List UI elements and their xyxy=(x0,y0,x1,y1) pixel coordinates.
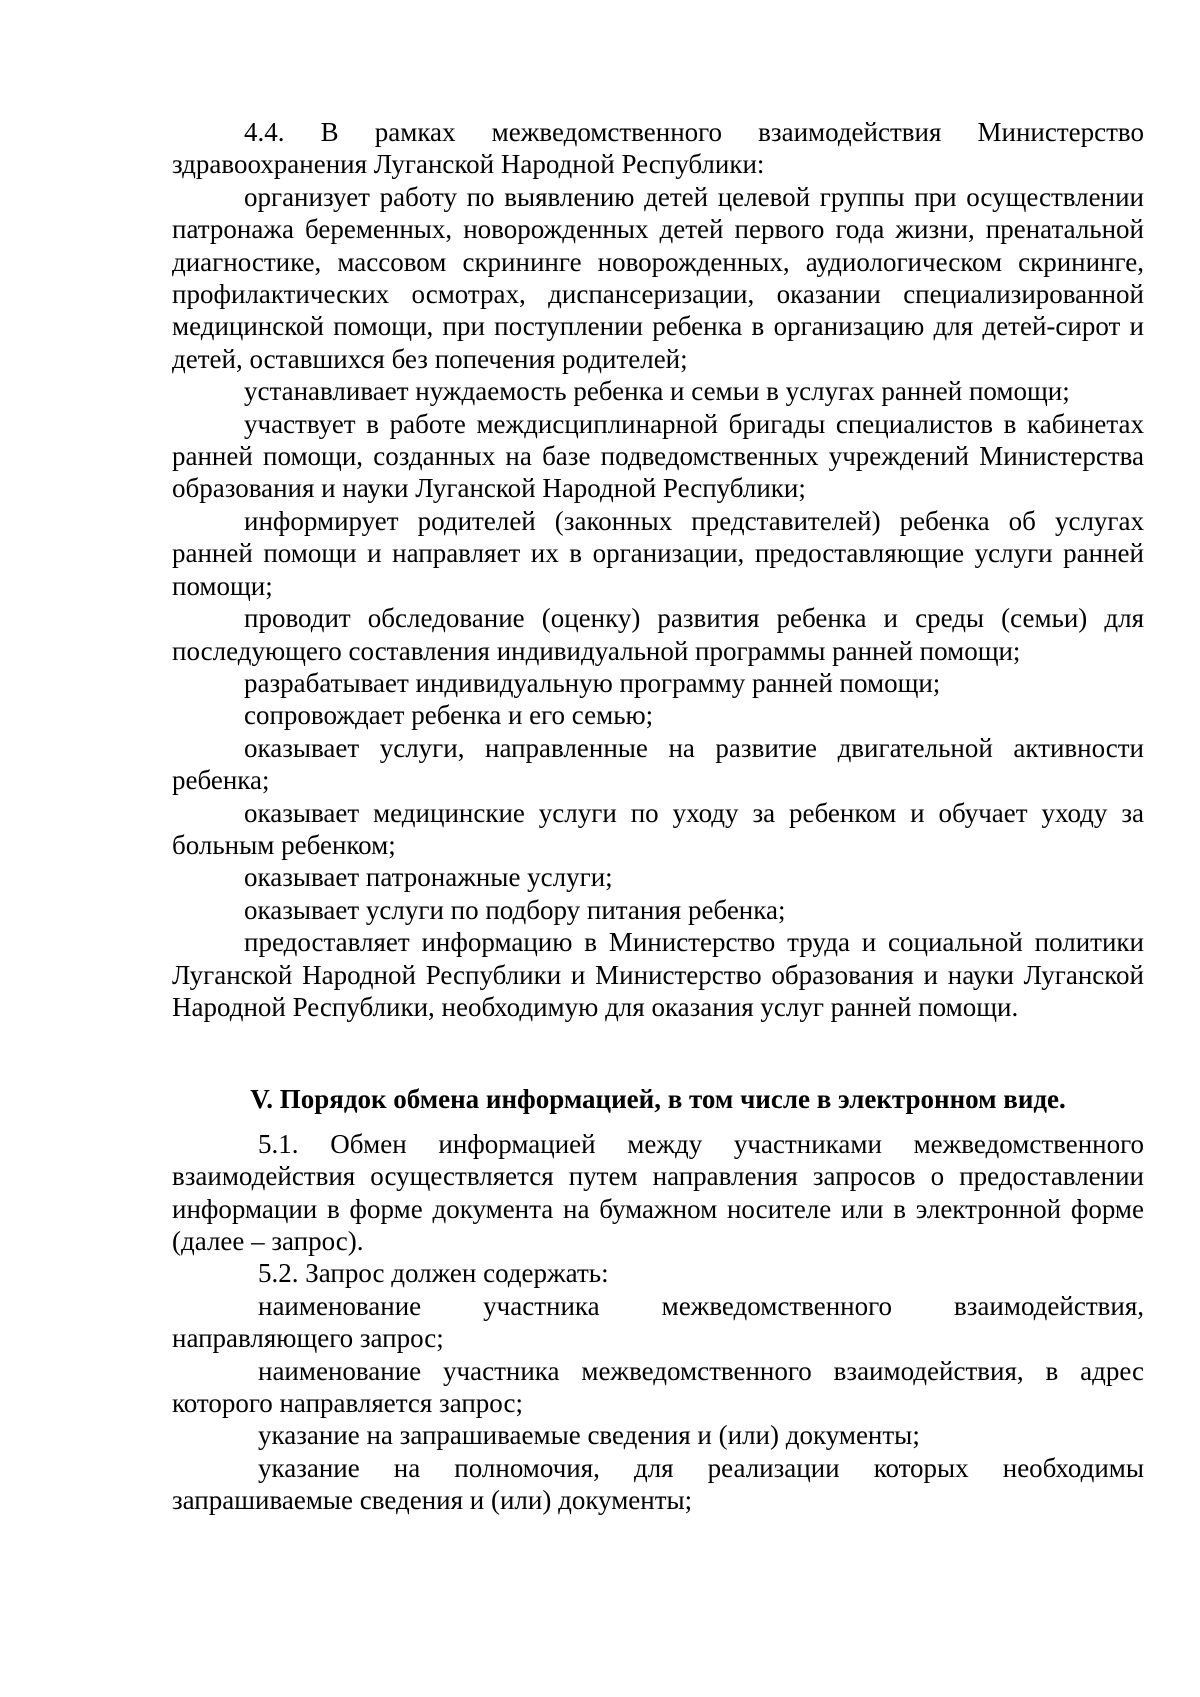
paragraph-informs-parents: информирует родителей (законных представителей) ребенка об услугах ранней помощи и направляет их в организации, предоставляющие услуги ранней помощи; xyxy=(172,505,1144,601)
paragraph-accompanies-family: сопровождает ребенка и его семью; xyxy=(244,700,654,731)
paragraph-conducts-assessment: проводит обследование (оценку) развития ребенка и среды (семьи) для последующего составления индивидуальной программы ранней помощи; xyxy=(172,603,1144,666)
paragraph-requester-name: наименование участника межведомственного взаимодействия, направляющего запрос; xyxy=(172,1290,1144,1354)
paragraph-organizes-work: организует работу по выявлению детей целевой группы при осуществлении патронажа беременных, новорожденных детей первого года жизни, пренатальной диагностике, массовом скрининге новорожденных, аудиологическом скрининге, профилактических осмотрах, диспансеризации, оказании специализированной медицинской помощи, при поступлении ребенка в организацию для детей-сирот и детей, оставшихся без попечения родителей; xyxy=(172,181,1144,374)
paragraph-nutrition: оказывает услуги по подбору питания ребенка; xyxy=(244,894,786,925)
paragraph-provides-information: предоставляет информацию в Министерство труда и социальной политики Луганской Народной Республики и Министерство образования и науки Луганской Народной Республики, необходимую для оказания услуг ранней помощи. xyxy=(172,927,1144,1022)
paragraph-motor-activity: оказывает услуги, направленные на развитие двигательной активности ребенка; xyxy=(172,732,1144,796)
paragraph-participates-brigade: участвует в работе междисциплинарной бригады специалистов в кабинетах ранней помощи, созданных на базе подведомственных учреждений Министерства образования и науки Луганской Народной Республики; xyxy=(172,408,1144,504)
paragraph-5-1: 5.1. Обмен информацией между участниками межведомственного взаимодействия осуществляется путем направления запросов о предоставлении информации в форме документа на бумажном носителе или в электронной форме (далее – запрос). xyxy=(172,1128,1144,1256)
paragraph-4-4: 4.4. В рамках межведомственного взаимодействия Министерство здравоохранения Луганской Народной Республики: xyxy=(172,117,1144,180)
paragraph-5-2: 5.2. Запрос должен содержать: xyxy=(258,1258,609,1289)
paragraph-requested-info: указание на запрашиваемые сведения и (или) документы; xyxy=(258,1420,920,1451)
paragraph-patronage: оказывает патронажные услуги; xyxy=(244,862,613,893)
paragraph-authority: указание на полномочия, для реализации которых необходимы запрашиваемые сведения и (или) документы; xyxy=(172,1452,1144,1516)
document-body xyxy=(172,116,1144,1517)
paragraph-recipient-name: наименование участника межведомственного взаимодействия, в адрес которого направляется запрос; xyxy=(172,1355,1144,1419)
section-5-heading: V. Порядок обмена информацией, в том числе в электронном виде. xyxy=(250,1084,1066,1115)
paragraph-develops-program: разрабатывает индивидуальную программу ранней помощи; xyxy=(244,667,941,698)
paragraph-establishes-need: устанавливает нуждаемость ребенка и семьи в услугах ранней помощи; xyxy=(244,376,1070,407)
paragraph-medical-care: оказывает медицинские услуги по уходу за ребенком и обучает уходу за больным ребенком; xyxy=(172,797,1144,860)
